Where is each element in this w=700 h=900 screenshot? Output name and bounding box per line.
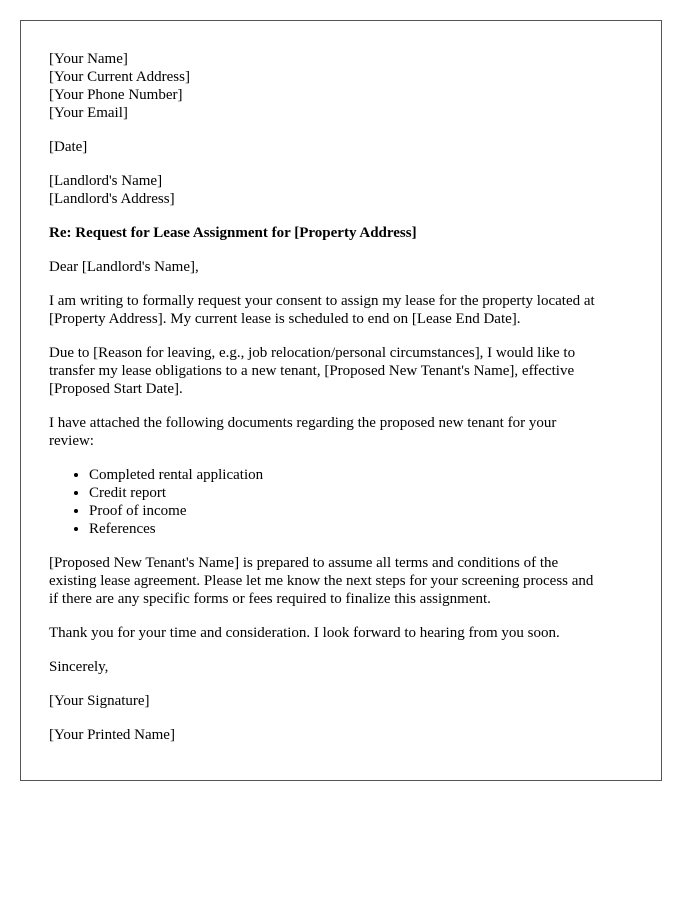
date-block (49, 138, 633, 156)
paragraph-line: existing lease agreement. Please let me know the next steps for your screening process and (49, 573, 594, 589)
sender-name: [Your Name] (49, 51, 128, 67)
paragraph-line: [Proposed New Tenant's Name] is prepared to assume all terms and conditions of the (49, 555, 559, 571)
paragraph-line: [Property Address]. My current lease is scheduled to end on [Lease End Date]. (49, 311, 521, 327)
recipient-block (49, 172, 633, 208)
paragraph-line: Due to [Reason for leaving, e.g., job relocation/personal circumstances], I would like to (49, 345, 576, 361)
paragraph-thanks: Thank you for your time and consideration. I look forward to hearing from you soon. (49, 625, 560, 641)
sender-email: [Your Email] (49, 105, 128, 121)
paragraph-line: if there are any specific forms or fees required to finalize this assignment. (49, 591, 491, 607)
signature: [Your Signature] (49, 693, 150, 709)
list-item: • References (89, 520, 633, 538)
subject-line: Re: Request for Lease Assignment for [Property Address] (49, 225, 417, 241)
list-item: • Credit report (89, 484, 633, 502)
attachments-list (49, 466, 633, 538)
salutation: Dear [Landlord's Name], (49, 259, 199, 275)
paragraph-attachments-intro (49, 414, 633, 450)
list-item: • Proof of income (89, 502, 633, 520)
paragraph-consent-request (49, 292, 633, 328)
paragraph-line: I am writing to formally request your consent to assign my lease for the property located at (49, 293, 595, 309)
paragraph-new-tenant (49, 554, 633, 608)
paragraph-line: I have attached the following documents regarding the proposed new tenant for your (49, 415, 557, 431)
paragraph-reason (49, 344, 633, 398)
sender-phone: [Your Phone Number] (49, 87, 183, 103)
letter-page (20, 20, 662, 781)
paragraph-line: review: (49, 433, 94, 449)
paragraph-line: [Proposed Start Date]. (49, 381, 183, 397)
recipient-name: [Landlord's Name] (49, 173, 163, 189)
paragraph-line: transfer my lease obligations to a new tenant, [Proposed New Tenant's Name], effective (49, 363, 575, 379)
recipient-address: [Landlord's Address] (49, 191, 175, 207)
sender-address: [Your Current Address] (49, 69, 190, 85)
closing: Sincerely, (49, 659, 109, 675)
printed-name: [Your Printed Name] (49, 727, 175, 743)
sender-block (49, 50, 633, 122)
letter-date: [Date] (49, 139, 88, 155)
list-item: • Completed rental application (89, 466, 633, 484)
